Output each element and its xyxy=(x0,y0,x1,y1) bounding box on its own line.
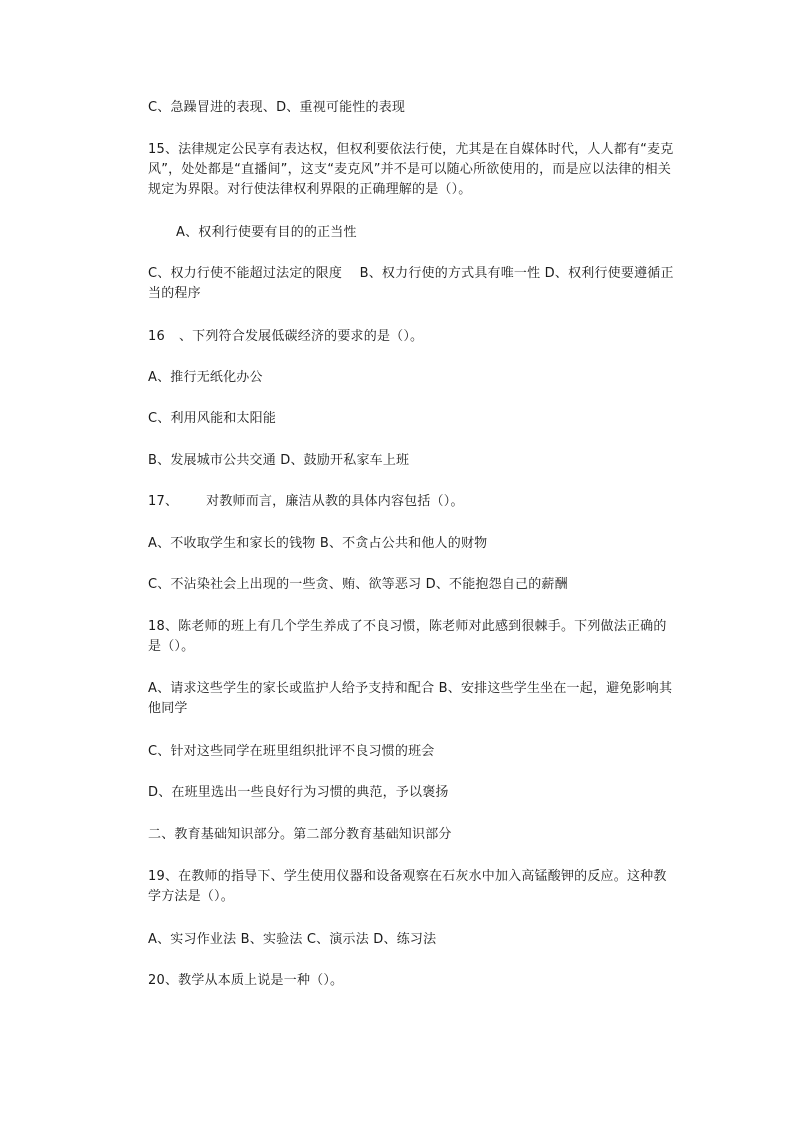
question-16-option-a: A、推行无纸化办公 xyxy=(148,370,263,385)
question-18: 18、陈老师的班上有几个学生养成了不良习惯，陈老师对此感到很棘手。下列做法正确的是（）。 xyxy=(148,619,667,654)
question-15 xyxy=(148,140,676,200)
question-17-number: 17、 xyxy=(148,494,179,509)
question-18-options-a-b: A、请求这些学生的家长或监护人给予支持和配合 B、安排这些学生坐在一起，避免影响其他同学 xyxy=(148,681,673,716)
section-heading: 二、教育基础知识部分。第二部分教育基础知识部分 xyxy=(148,827,452,842)
question-18-option-c: C、针对这些同学在班里组织批评不良习惯的班会 xyxy=(148,744,435,759)
question-17 xyxy=(148,492,464,512)
question-19-options: A、实习作业法 B、实验法 C、演示法 D、练习法 xyxy=(148,932,437,947)
option-line-c-d: C、急躁冒进的表现、D、重视可能性的表现 xyxy=(148,100,406,115)
question-16 xyxy=(148,327,423,347)
question-18-option-d: D、在班里选出一些良好行为习惯的典范，予以褒扬 xyxy=(148,785,449,800)
question-20: 20、教学从本质上说是一种（）。 xyxy=(148,973,344,988)
question-17-text: 对教师而言，廉洁从教的具体内容包括（）。 xyxy=(206,494,464,509)
question-17-options-c-d: C、不沾染社会上出现的一些贪、贿、欲等恶习 D、不能抱怨自己的薪酬 xyxy=(148,577,568,592)
question-19: 19、在教师的指导下、学生使用仪器和设备观察在石灰水中加入高锰酸钾的反应。这种教学方法是（）。 xyxy=(148,869,667,904)
question-16-option-c: C、利用风能和太阳能 xyxy=(148,411,277,426)
question-17-options-a-b: A、不收取学生和家长的钱物 B、不贪占公共和他人的财物 xyxy=(148,536,488,551)
question-15-options-cbd: C、权力行使不能超过法定的限度 B、权力行使的方式具有唯一性 D、权利行使要遵循正当的程序 xyxy=(148,266,674,301)
question-16-options-b-d: B、发展城市公共交通 D、鼓励开私家车上班 xyxy=(148,453,410,468)
question-15-option-a: A、权利行使要有目的的正当性 xyxy=(176,225,357,240)
question-15-text: 15、法律规定公民享有表达权，但权利要依法行使，尤其是在自媒体时代，人人都有“麦克风”，处处都是“直播间”，这支“麦克风”并不是可以随心所欲使用的，而是应以法律的相关规定为界限。对行使法律权利界限的正确理解的是（）。 xyxy=(148,142,674,197)
question-16-text: 、下列符合发展低碳经济的要求的是（）。 xyxy=(178,329,424,344)
question-16-number: 16 xyxy=(148,329,165,344)
